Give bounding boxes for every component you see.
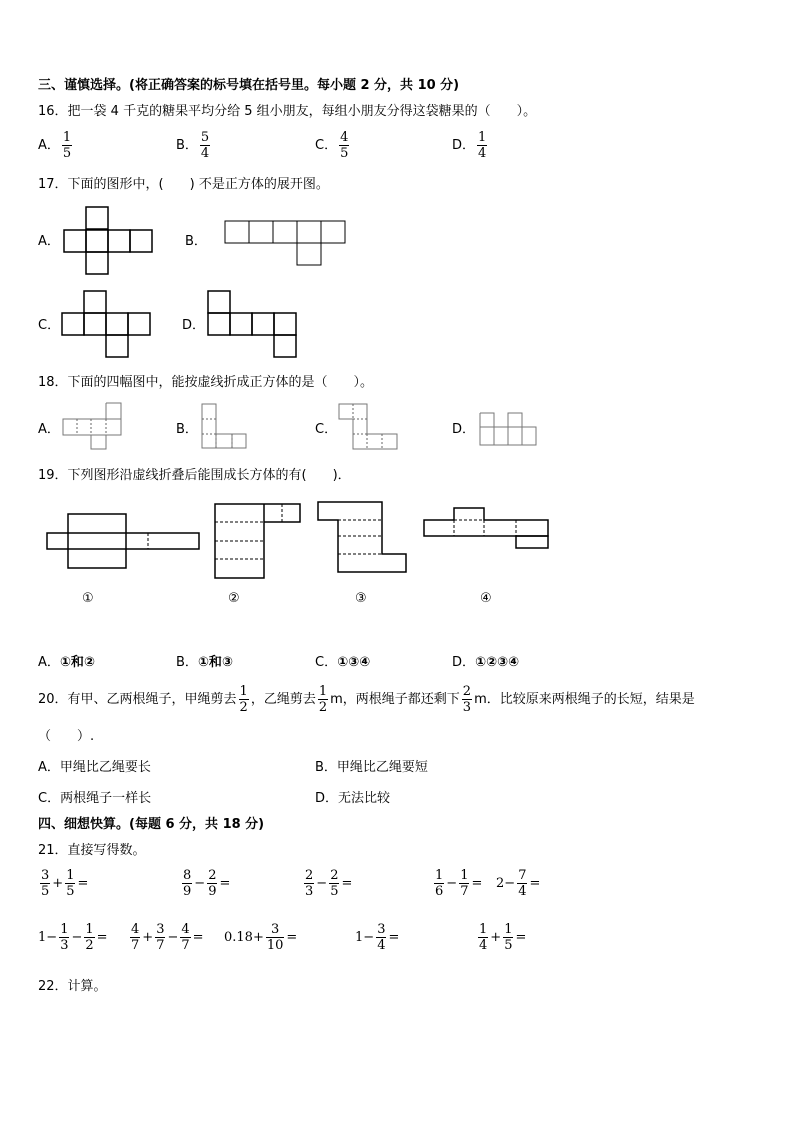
q17-net-c <box>58 288 158 362</box>
q16-option-b: B． $\frac{5}{4}$ <box>176 130 210 161</box>
q16-option-d: D． $\frac{1}{4}$ <box>452 130 487 161</box>
q18-label-d: D． <box>452 422 476 437</box>
q18-stem: 18．下面的四幅图中，能按虚线折成正方体的是（ ）。 <box>38 375 374 390</box>
q20-stem: 20．有甲、乙两根绳子，甲绳剪去 $\frac{1}{2}$ ，乙绳剪去 $\frac{1}{2}$ m，两根绳子都还剩下 $\frac{2}{3}$ m．比较原来两根绳子的长短，结果是 <box>38 684 695 715</box>
q17-label-d: D． <box>182 318 206 333</box>
q17-label-b: B． <box>185 234 207 249</box>
q16-stem: 16．把一袋 4 千克的糖果平均分给 5 组小朋友，每组小朋友分得这袋糖果的（ ）。 <box>38 104 537 119</box>
q21-expr-9: 1− $\frac{3}{4}$ = <box>355 922 400 953</box>
q17-net-a <box>60 205 160 277</box>
q19-option-c: C．①③④ <box>315 655 371 670</box>
q18-label-b: B． <box>176 422 198 437</box>
q21-expr-3: $\frac{2}{3}$ − $\frac{2}{5}$ = <box>305 868 353 899</box>
q19-figure-label-4: ④ <box>480 591 492 606</box>
q17-label-a: A． <box>38 234 60 249</box>
q21-expr-6: 1− $\frac{1}{3}$ − $\frac{1}{2}$ = <box>38 922 108 953</box>
q21-expr-2: $\frac{8}{9}$ − $\frac{2}{9}$ = <box>183 868 231 899</box>
q19-figure-label-1: ① <box>82 591 94 606</box>
q21-expr-1: $\frac{3}{5}$ + $\frac{1}{5}$ = <box>41 868 89 899</box>
q17-stem: 17．下面的图形中，( ) 不是正方体的展开图。 <box>38 177 329 192</box>
q18-label-a: A． <box>38 422 60 437</box>
q18-net-a <box>60 401 130 451</box>
q17-net-d <box>204 288 304 362</box>
q19-option-a: A．①和② <box>38 655 95 670</box>
q21-expr-10: $\frac{1}{4}$ + $\frac{1}{5}$ = <box>479 922 527 953</box>
q21-expr-5: 2− $\frac{7}{4}$ = <box>496 868 541 899</box>
q18-net-d <box>476 409 544 449</box>
q19-option-b: B．①和③ <box>176 655 233 670</box>
q20-answer-blank: （ ）. <box>38 729 95 744</box>
q19-figure-label-3: ③ <box>355 591 367 606</box>
q19-stem: 19．下列图形沿虚线折叠后能围成长方体的有( )． <box>38 468 351 483</box>
q19-figure-4 <box>420 504 554 552</box>
q21-expr-8: 0.18+ $\frac{3}{10}$ = <box>224 922 298 953</box>
q20-option-c: C．两根绳子一样长 <box>38 791 152 806</box>
section-4-title: 四、细想快算。(每题 6 分，共 18 分) <box>38 817 265 832</box>
q18-label-c: C． <box>315 422 338 437</box>
q20-option-a: A．甲绳比乙绳要长 <box>38 760 151 775</box>
q20-option-d: D．无法比较 <box>315 791 391 806</box>
q19-figure-1 <box>44 510 204 572</box>
q21-expr-4: $\frac{1}{6}$ − $\frac{1}{7}$ = <box>435 868 483 899</box>
q16-option-a: A． $\frac{1}{5}$ <box>38 130 72 161</box>
q19-figure-label-2: ② <box>228 591 240 606</box>
q20-option-b: B．甲绳比乙绳要短 <box>315 760 428 775</box>
q18-net-b <box>198 401 258 451</box>
q19-figure-3 <box>314 498 412 578</box>
q19-option-d: D．①②③④ <box>452 655 520 670</box>
q19-figure-2 <box>212 500 304 582</box>
q22-stem: 22．计算。 <box>38 979 107 994</box>
q17-net-b <box>222 218 348 270</box>
q21-expr-7: $\frac{4}{7}$ + $\frac{3}{7}$ − $\frac{4}{7}$ = <box>131 922 204 953</box>
section-3-title: 三、谨慎选择。(将正确答案的标号填在括号里。每小题 2 分，共 10 分) <box>38 78 460 93</box>
q18-net-c <box>336 401 406 453</box>
q17-label-c: C． <box>38 318 61 333</box>
q16-option-c: C． $\frac{4}{5}$ <box>315 130 349 161</box>
q21-stem: 21．直接写得数。 <box>38 843 146 858</box>
